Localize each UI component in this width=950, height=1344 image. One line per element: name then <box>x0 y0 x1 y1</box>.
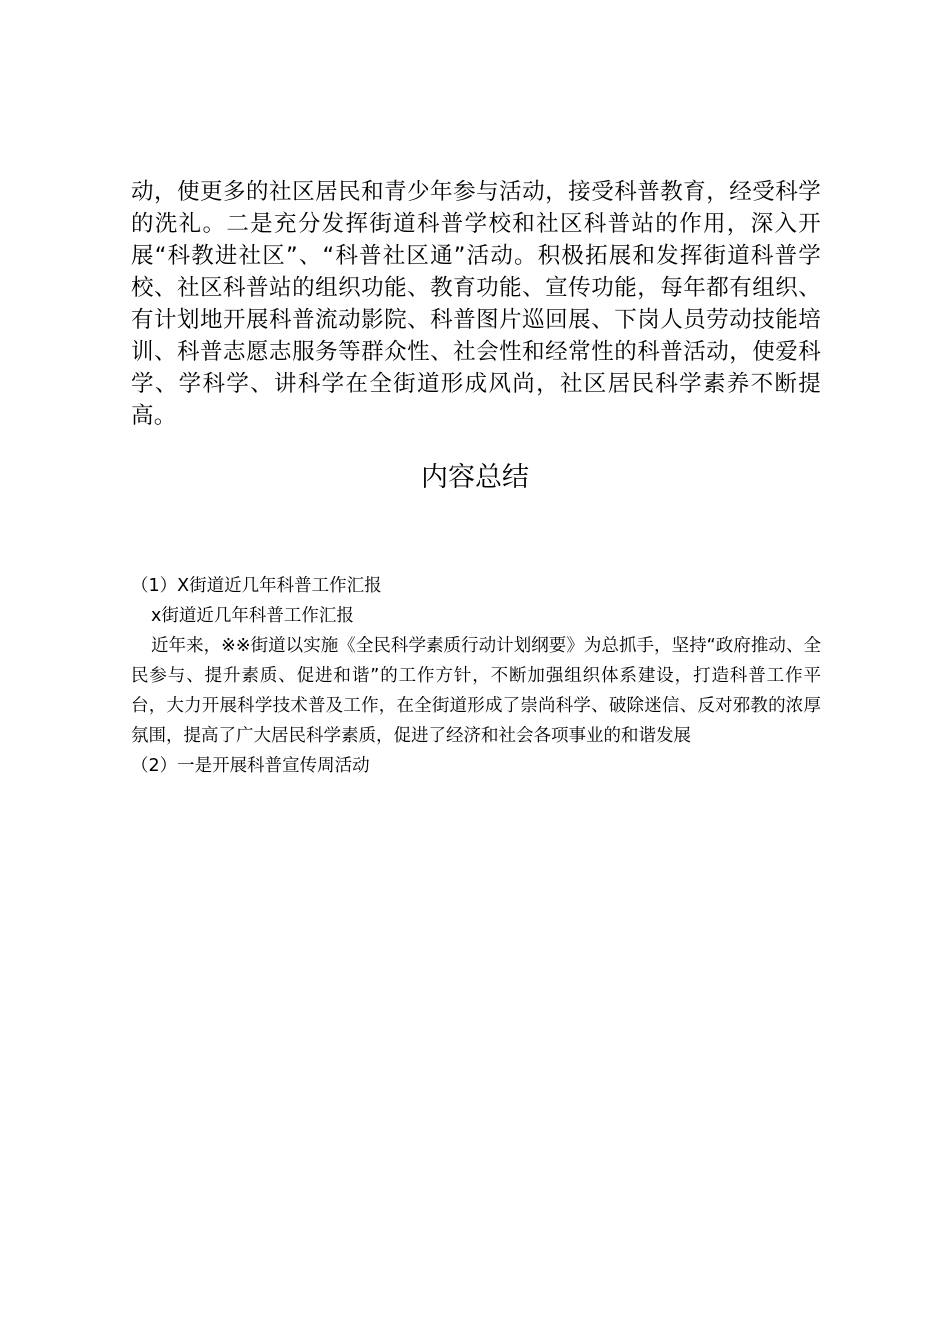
section-title: 内容总结 <box>421 462 529 493</box>
summary-item-1-heading: （1）X街道近几年科普工作汇报 <box>131 576 382 596</box>
summary-section <box>131 571 821 781</box>
summary-item-2-heading: （2）一是开展科普宣传周活动 <box>131 756 370 776</box>
body-paragraph: 动，使更多的社区居民和青少年参与活动，接受科普教育，经受科学的洗礼。二是充分发挥街道科普学校和社区科普站的作用，深入开展“科教进社区”、“科普社区通”活动。积极拓展和发挥街道科普学校、社区科普站的组织功能、教育功能、宣传功能，每年都有组织、有计划地开展科普流动影院、科普图片巡回展、下岗人员劳动技能培训、科普志愿志服务等群众性、社会性和经常性的科普活动，使爱科学、学科学、讲科学在全街道形成风尚，社区居民科学素养不断提高。 <box>131 179 821 429</box>
summary-item-1-paragraph: 近年来，※※街道以实施《全民科学素质行动计划纲要》为总抓手，坚持“政府推动、全民参与、提升素质、促进和谐”的工作方针，不断加强组织体系建设，打造科普工作平台，大力开展科学技术普及工作，在全街道形成了崇尚科学、破除迷信、反对邪教的浓厚氛围，提高了广大居民科学素质，促进了经济和社会各项事业的和谐发展 <box>131 636 821 746</box>
summary-item-1-subtitle: x街道近几年科普工作汇报 <box>151 606 354 626</box>
